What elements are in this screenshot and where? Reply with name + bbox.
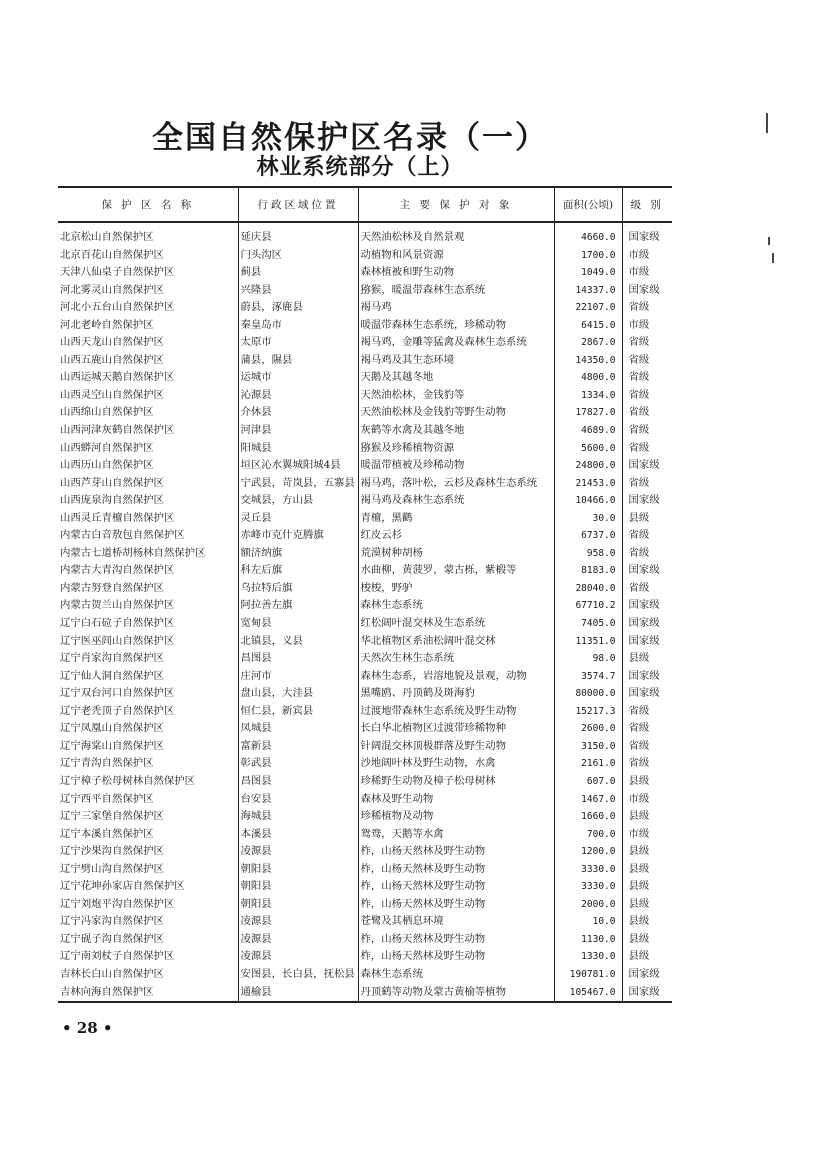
cell-target: 黑嘴鸥、丹顶鹤及斑海豹	[358, 685, 554, 703]
cell-level: 县级	[622, 861, 672, 879]
cell-region: 赤峰市克什克腾旗	[238, 527, 358, 545]
cell-region: 延庆县	[238, 222, 358, 247]
table-row	[58, 685, 672, 703]
cell-area: 3330.0	[554, 878, 622, 896]
cell-area: 30.0	[554, 510, 622, 528]
cell-name: 辽宁海棠山自然保护区	[60, 739, 164, 752]
cell-name: 山西芦芽山自然保护区	[60, 476, 164, 489]
cell-area: 22107.0	[554, 299, 622, 317]
cell-region: 乌拉特后旗	[238, 580, 358, 598]
cell-area: 21453.0	[554, 475, 622, 493]
table-row	[58, 264, 672, 282]
cell-level: 县级	[622, 931, 672, 949]
cell-target: 水曲柳，黄菠罗，蒙古栎，紫椴等	[358, 562, 554, 580]
cell-target: 沙地阔叶林及野生动物，水禽	[358, 755, 554, 773]
table-row	[58, 457, 672, 475]
cell-region: 垣区沁水翼城阳城4县	[238, 457, 358, 475]
table-row	[58, 527, 672, 545]
cell-name: 辽宁老秃顶子自然保护区	[60, 704, 175, 717]
table-row	[58, 475, 672, 493]
cell-level: 市级	[622, 826, 672, 844]
header-target: 主 要 保 护 对 象	[358, 187, 554, 222]
cell-name: 辽宁肖家沟自然保护区	[60, 652, 164, 665]
cell-level: 省级	[622, 545, 672, 563]
cell-region: 灵丘县	[238, 510, 358, 528]
cell-name: 辽宁医巫闾山自然保护区	[60, 634, 175, 647]
table-row	[58, 650, 672, 668]
cell-target: 天鹅及其越冬地	[358, 369, 554, 387]
table-body	[58, 222, 672, 1002]
cell-area: 1130.0	[554, 931, 622, 949]
cell-target: 暖温带森林生态系统，珍稀动物	[358, 317, 554, 335]
cell-target: 柞，山杨天然林及野生动物	[358, 878, 554, 896]
cell-region: 海城县	[238, 808, 358, 826]
table-row	[58, 843, 672, 861]
cell-level: 省级	[622, 475, 672, 493]
cell-area: 4689.0	[554, 422, 622, 440]
cell-area: 1334.0	[554, 387, 622, 405]
cell-region: 朝阳县	[238, 896, 358, 914]
cell-level: 省级	[622, 738, 672, 756]
cell-target: 柞，山杨天然林及野生动物	[358, 948, 554, 966]
cell-region: 安图县，长白县，抚松县	[238, 966, 358, 984]
cell-level: 国家级	[622, 562, 672, 580]
cell-name: 内蒙古七道桥胡杨林自然保护区	[60, 546, 206, 559]
table-row	[58, 387, 672, 405]
cell-name: 山西灵丘青檀自然保护区	[60, 511, 175, 524]
cell-target: 褐马鸡	[358, 299, 554, 317]
cell-level: 市级	[622, 317, 672, 335]
table-row	[58, 510, 672, 528]
table-row	[58, 773, 672, 791]
cell-name: 山西历山自然保护区	[60, 459, 154, 472]
cell-name: 河北雾灵山自然保护区	[60, 283, 164, 296]
cell-target: 华北植物区系油松阔叶混交林	[358, 633, 554, 651]
table-row	[58, 222, 672, 247]
cell-region: 朝阳县	[238, 878, 358, 896]
cell-target: 红皮云杉	[358, 527, 554, 545]
cell-level: 县级	[622, 808, 672, 826]
table-row	[58, 931, 672, 949]
cell-target: 褐马鸡及森林生态系统	[358, 492, 554, 510]
cell-area: 14350.0	[554, 352, 622, 370]
scan-mark	[772, 253, 774, 263]
reserve-table-container	[58, 186, 672, 1003]
cell-name: 河北老岭自然保护区	[60, 318, 154, 331]
cell-area: 3330.0	[554, 861, 622, 879]
cell-area: 5600.0	[554, 440, 622, 458]
cell-target: 青檀，黑鹳	[358, 510, 554, 528]
cell-level: 县级	[622, 650, 672, 668]
cell-level: 国家级	[622, 222, 672, 247]
cell-target: 过渡地带森林生态系统及野生动物	[358, 703, 554, 721]
cell-target: 森林植被和野生动物	[358, 264, 554, 282]
cell-target: 天然次生林生态系统	[358, 650, 554, 668]
cell-area: 2161.0	[554, 755, 622, 773]
cell-target: 森林生态系统	[358, 966, 554, 984]
cell-region: 凌源县	[238, 913, 358, 931]
cell-target: 褐马鸡，金雕等猛禽及森林生态系统	[358, 334, 554, 352]
cell-region: 沁源县	[238, 387, 358, 405]
cell-name: 辽宁双台河口自然保护区	[60, 687, 175, 700]
page-subtitle: 林业系统部分（上）	[256, 155, 464, 180]
cell-region: 太原市	[238, 334, 358, 352]
cell-name: 天津八仙桌子自然保护区	[60, 266, 175, 279]
cell-name: 北京百花山自然保护区	[60, 248, 164, 261]
cell-target: 动植物和风景资源	[358, 247, 554, 265]
cell-area: 67710.2	[554, 597, 622, 615]
table-row	[58, 580, 672, 598]
cell-level: 国家级	[622, 457, 672, 475]
cell-area: 24800.0	[554, 457, 622, 475]
cell-region: 蒲县，隰县	[238, 352, 358, 370]
cell-level: 县级	[622, 913, 672, 931]
cell-name: 辽宁花坤孙家店自然保护区	[60, 880, 185, 893]
table-row	[58, 597, 672, 615]
cell-area: 8183.0	[554, 562, 622, 580]
cell-name: 辽宁青沟自然保护区	[60, 757, 154, 770]
table-row	[58, 668, 672, 686]
cell-region: 富新县	[238, 738, 358, 756]
cell-name: 山西五鹿山自然保护区	[60, 353, 164, 366]
cell-target: 森林及野生动物	[358, 791, 554, 809]
table-row	[58, 352, 672, 370]
header-area: 面积(公顷)	[554, 187, 622, 222]
table-row	[58, 562, 672, 580]
cell-target: 柞，山杨天然林及野生动物	[358, 931, 554, 949]
cell-name: 辽宁凤凰山自然保护区	[60, 722, 164, 735]
cell-area: 80000.0	[554, 685, 622, 703]
cell-name: 山西灵空山自然保护区	[60, 388, 164, 401]
cell-region: 宽甸县	[238, 615, 358, 633]
cell-level: 县级	[622, 896, 672, 914]
cell-name: 辽宁樟子松母树林自然保护区	[60, 774, 196, 787]
cell-name: 北京松山自然保护区	[60, 231, 154, 243]
cell-area: 1660.0	[554, 808, 622, 826]
cell-level: 国家级	[622, 685, 672, 703]
cell-target: 森林生态系，岩溶地貌及景观，动物	[358, 668, 554, 686]
cell-level: 县级	[622, 948, 672, 966]
cell-target: 天然油松林及自然景观	[358, 222, 554, 247]
cell-level: 省级	[622, 369, 672, 387]
cell-name: 辽宁仙人洞自然保护区	[60, 669, 164, 682]
cell-name: 山西蟒河自然保护区	[60, 441, 154, 454]
table-row	[58, 755, 672, 773]
table-row	[58, 966, 672, 984]
scan-mark	[768, 237, 770, 245]
table-row	[58, 422, 672, 440]
cell-level: 国家级	[622, 492, 672, 510]
cell-level: 县级	[622, 510, 672, 528]
cell-area: 1330.0	[554, 948, 622, 966]
cell-region: 秦皇岛市	[238, 317, 358, 335]
table-row	[58, 738, 672, 756]
table-row	[58, 703, 672, 721]
cell-name: 辽宁砚子沟自然保护区	[60, 932, 164, 945]
table-row	[58, 369, 672, 387]
cell-name: 辽宁沙果沟自然保护区	[60, 845, 164, 858]
cell-area: 2600.0	[554, 720, 622, 738]
page-number: • 28 •	[62, 1019, 113, 1037]
cell-name: 辽宁南刘杖子自然保护区	[60, 950, 175, 963]
table-row	[58, 633, 672, 651]
table-row	[58, 440, 672, 458]
cell-level: 县级	[622, 843, 672, 861]
cell-target: 褐马鸡及其生态环境	[358, 352, 554, 370]
table-row	[58, 282, 672, 300]
cell-target: 柞，山杨天然林及野生动物	[358, 843, 554, 861]
cell-target: 针阔混交林顶极群落及野生动物	[358, 738, 554, 756]
cell-level: 省级	[622, 387, 672, 405]
cell-area: 14337.0	[554, 282, 622, 300]
cell-area: 6415.0	[554, 317, 622, 335]
cell-region: 本溪县	[238, 826, 358, 844]
table-row	[58, 299, 672, 317]
cell-target: 天然油松林，金钱豹等	[358, 387, 554, 405]
cell-level: 省级	[622, 334, 672, 352]
cell-target: 灰鹤等水禽及其越冬地	[358, 422, 554, 440]
cell-area: 2000.0	[554, 896, 622, 914]
cell-name: 辽宁白石砬子自然保护区	[60, 617, 175, 630]
cell-name: 内蒙古努登自然保护区	[60, 581, 164, 594]
cell-target: 天然油松林及金钱豹等野生动物	[358, 404, 554, 422]
cell-area: 105467.0	[554, 984, 622, 1003]
cell-name: 河北小五台山自然保护区	[60, 301, 175, 314]
cell-area: 607.0	[554, 773, 622, 791]
cell-target: 珍稀野生动物及樟子松母树林	[358, 773, 554, 791]
cell-area: 11351.0	[554, 633, 622, 651]
cell-name: 辽宁三家堡自然保护区	[60, 810, 164, 823]
cell-name: 辽宁西平自然保护区	[60, 792, 154, 805]
cell-region: 凤城县	[238, 720, 358, 738]
cell-region: 额济纳旗	[238, 545, 358, 563]
cell-target: 森林生态系统	[358, 597, 554, 615]
cell-region: 科左后旗	[238, 562, 358, 580]
cell-target: 柞，山杨天然林及野生动物	[358, 861, 554, 879]
cell-level: 市级	[622, 247, 672, 265]
cell-level: 国家级	[622, 615, 672, 633]
reserve-table	[58, 186, 672, 1003]
cell-level: 国家级	[622, 282, 672, 300]
cell-area: 190781.0	[554, 966, 622, 984]
cell-region: 宁武县，苛岚县，五寨县	[238, 475, 358, 493]
cell-area: 1467.0	[554, 791, 622, 809]
cell-name: 内蒙古贺兰山自然保护区	[60, 599, 175, 612]
cell-level: 县级	[622, 773, 672, 791]
cell-name: 辽宁冯家沟自然保护区	[60, 915, 164, 928]
cell-target: 荒漠树种胡杨	[358, 545, 554, 563]
cell-area: 6737.0	[554, 527, 622, 545]
cell-area: 28040.0	[554, 580, 622, 598]
cell-level: 省级	[622, 580, 672, 598]
cell-region: 昌图县	[238, 773, 358, 791]
cell-level: 省级	[622, 755, 672, 773]
cell-target: 柞，山杨天然林及野生动物	[358, 896, 554, 914]
page-title: 全国自然保护区名录（一）	[152, 120, 548, 156]
cell-level: 国家级	[622, 668, 672, 686]
cell-name: 辽宁本溪自然保护区	[60, 827, 154, 840]
cell-target: 猕猴，暖温带森林生态系统	[358, 282, 554, 300]
cell-region: 盘山县，大洼县	[238, 685, 358, 703]
cell-level: 国家级	[622, 633, 672, 651]
cell-target: 褐马鸡，落叶松，云杉及森林生态系统	[358, 475, 554, 493]
cell-name: 吉林向海自然保护区	[58, 984, 238, 1003]
table-row	[58, 791, 672, 809]
cell-region: 蔚县，涿鹿县	[238, 299, 358, 317]
table-row	[58, 808, 672, 826]
cell-area: 2867.0	[554, 334, 622, 352]
cell-target: 苍鹭及其栖息环境	[358, 913, 554, 931]
cell-region: 门头沟区	[238, 247, 358, 265]
cell-target: 丹顶鹤等动物及蒙古黄榆等植物	[358, 984, 554, 1003]
cell-region: 兴隆县	[238, 282, 358, 300]
cell-target: 暖温带植被及珍稀动物	[358, 457, 554, 475]
table-row	[58, 247, 672, 265]
cell-name: 内蒙古大青沟自然保护区	[60, 564, 175, 577]
table-header-row	[58, 187, 672, 222]
cell-area: 1049.0	[554, 264, 622, 282]
cell-region: 交城县，方山县	[238, 492, 358, 510]
header-region: 行政区域位置	[238, 187, 358, 222]
table-row	[58, 317, 672, 335]
cell-level: 省级	[622, 703, 672, 721]
cell-area: 700.0	[554, 826, 622, 844]
cell-level: 省级	[622, 527, 672, 545]
cell-area: 7405.0	[554, 615, 622, 633]
cell-region: 北镇县，义县	[238, 633, 358, 651]
cell-region: 凌源县	[238, 948, 358, 966]
cell-region: 阿拉善左旗	[238, 597, 358, 615]
cell-target: 鸳鸯，天鹅等水禽	[358, 826, 554, 844]
table-row	[58, 826, 672, 844]
cell-level: 市级	[622, 791, 672, 809]
cell-area: 1200.0	[554, 843, 622, 861]
table-row	[58, 948, 672, 966]
table-row	[58, 861, 672, 879]
cell-target: 红松阔叶混交林及生态系统	[358, 615, 554, 633]
table-row	[58, 334, 672, 352]
cell-target: 梭梭，野驴	[358, 580, 554, 598]
cell-area: 3574.7	[554, 668, 622, 686]
cell-region: 昌图县	[238, 650, 358, 668]
table-row	[58, 545, 672, 563]
cell-region: 彰武县	[238, 755, 358, 773]
table-row	[58, 615, 672, 633]
cell-area: 4660.0	[554, 222, 622, 247]
cell-name: 内蒙古白音敖包自然保护区	[60, 529, 185, 542]
cell-name: 山西天龙山自然保护区	[60, 336, 164, 349]
cell-level: 省级	[622, 404, 672, 422]
cell-level: 国家级	[622, 984, 672, 1003]
cell-area: 958.0	[554, 545, 622, 563]
table-row	[58, 720, 672, 738]
cell-region: 台安县	[238, 791, 358, 809]
cell-area: 98.0	[554, 650, 622, 668]
cell-area: 10.0	[554, 913, 622, 931]
cell-region: 朝阳县	[238, 861, 358, 879]
cell-level: 国家级	[622, 966, 672, 984]
table-row	[58, 878, 672, 896]
cell-name: 山西运城天鹅自然保护区	[60, 371, 175, 384]
cell-region: 运城市	[238, 369, 358, 387]
cell-target: 珍稀植物及动物	[358, 808, 554, 826]
cell-region: 河津县	[238, 422, 358, 440]
cell-target: 长白华北植物区过渡带珍稀物种	[358, 720, 554, 738]
cell-level: 县级	[622, 878, 672, 896]
cell-region: 凌源县	[238, 931, 358, 949]
cell-level: 省级	[622, 720, 672, 738]
cell-level: 省级	[622, 299, 672, 317]
cell-region: 凌源县	[238, 843, 358, 861]
cell-area: 17827.0	[554, 404, 622, 422]
cell-level: 国家级	[622, 597, 672, 615]
table-row	[58, 896, 672, 914]
cell-region: 恒仁县，新宾县	[238, 703, 358, 721]
cell-target: 猕猴及珍稀植物资源	[358, 440, 554, 458]
cell-area: 1700.0	[554, 247, 622, 265]
table-row	[58, 492, 672, 510]
cell-name: 山西河津灰鹤自然保护区	[60, 424, 175, 437]
cell-name: 山西庞泉沟自然保护区	[60, 494, 164, 507]
cell-name: 辽宁刘炮平沟自然保护区	[60, 897, 175, 910]
cell-region: 通榆县	[238, 984, 358, 1003]
cell-level: 省级	[622, 440, 672, 458]
cell-area: 10466.0	[554, 492, 622, 510]
table-row	[58, 404, 672, 422]
cell-region: 阳城县	[238, 440, 358, 458]
cell-area: 4800.0	[554, 369, 622, 387]
table-row	[58, 984, 672, 1003]
header-level: 级 别	[622, 187, 672, 222]
cell-area: 3150.0	[554, 738, 622, 756]
scan-mark	[766, 113, 768, 133]
cell-region: 蓟县	[238, 264, 358, 282]
cell-name: 辽宁劈山沟自然保护区	[60, 862, 164, 875]
cell-name: 山西绵山自然保护区	[60, 406, 154, 419]
cell-name: 吉林长白山自然保护区	[60, 967, 164, 980]
cell-area: 15217.3	[554, 703, 622, 721]
cell-level: 省级	[622, 352, 672, 370]
table-row	[58, 913, 672, 931]
cell-level: 市级	[622, 264, 672, 282]
cell-region: 庄河市	[238, 668, 358, 686]
cell-region: 介休县	[238, 404, 358, 422]
header-name: 保 护 区 名 称	[58, 187, 238, 222]
cell-level: 省级	[622, 422, 672, 440]
